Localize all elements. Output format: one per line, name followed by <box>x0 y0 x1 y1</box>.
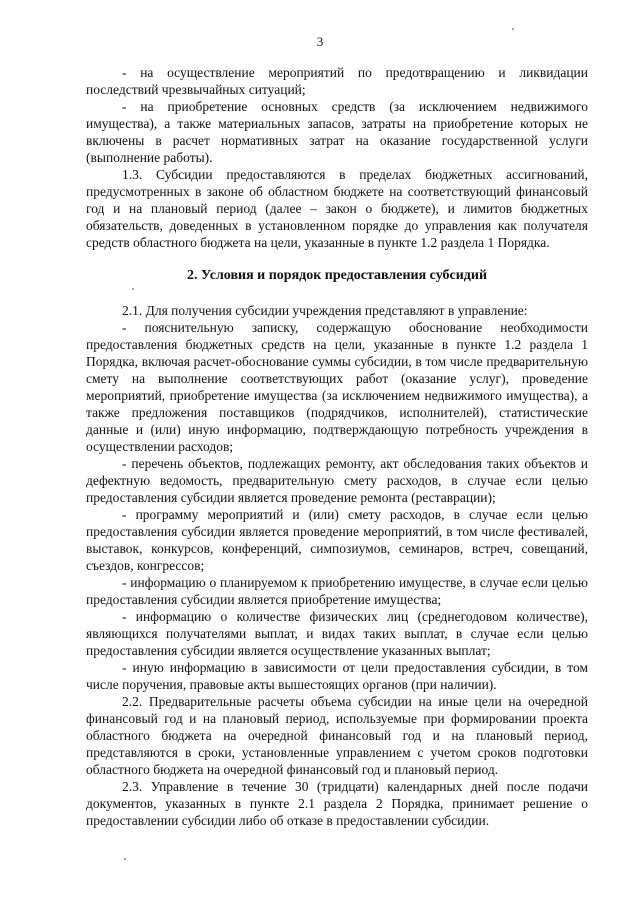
paragraph: - иную информацию в зависимости от цели предоставления субсидии, в том числе поручения, правовые акты вышестоящих органов (при наличии). <box>86 660 588 692</box>
scan-speck <box>132 288 134 290</box>
section-heading: 2. Условия и порядок предоставления субсидий <box>186 268 488 283</box>
paragraph: - информацию о количестве физических лиц (среднегодовом количестве), являющихся получателями выплат, и видах таких выплат, в случае если целью предоставления субсидии является осуществление указанных выплат; <box>86 609 588 658</box>
paragraph: - на приобретение основных средств (за исключением недвижимого имущества), а также материальных запасов, затраты на приобретение которых не включены в расчет нормативных затрат на оказание государственной услуги (выполнение работы). <box>86 99 588 165</box>
paragraph: - перечень объектов, подлежащих ремонту, акт обследования таких объектов и дефектную ведомость, предварительную смету расходов, в случае если целью предоставления субсидии является проведение ремонта (реставрации); <box>86 456 588 505</box>
paragraph: 1.3. Субсидии предоставляются в пределах бюджетных ассигнований, предусмотренных в законе об областном бюджете на соответствующий финансовый год и на плановый период (далее – закон о бюджете), и лимитов бюджетных обязательств, доведенных в установленном порядке до управления как получателя средств областного бюджета на цели, указанные в пункте 1.2 раздела 1 Порядка. <box>86 167 588 250</box>
paragraph: 2.2. Предварительные расчеты объема субсидии на иные цели на очередной финансовый год и на плановый период, используемые при формировании проекта областного бюджета на очередной финансовый год и на плановый период, представляются в сроки, установленные управлением с учетом сроков подготовки областного бюджета на очередной финансовый год и плановый период. <box>86 694 588 777</box>
paragraph: - пояснительную записку, содержащую обоснование необходимости предоставления бюджетных средств на цели, указанные в пункте 1.2 раздела 1 Порядка, включая расчет-обоснование суммы субсидии, в том числе предварительную смету на выполнение соответствующих работ (оказание услуг), проведение мероприятий, приобретение имущества (за исключением недвижимого имущества), а также предложения поставщиков (подрядчиков, исполнителей), статистические данные и (или) иную информацию, подтверждающую потребность учреждения в осуществлении расходов; <box>86 320 588 454</box>
document-body <box>86 64 588 829</box>
scan-speck <box>512 28 514 30</box>
paragraph: - на осуществление мероприятий по предотвращению и ликвидации последствий чрезвычайных ситуаций; <box>86 65 588 97</box>
scan-speck <box>124 858 126 860</box>
page-number: 3 <box>316 34 324 49</box>
paragraph: - программу мероприятий и (или) смету расходов, в случае если целью предоставления субсидии является проведение мероприятий, в том числе фестивалей, выставок, конкурсов, конференций, симпозиумов, семинаров, встреч, совещаний, съездов, конгрессов; <box>86 507 588 573</box>
paragraph: 2.3. Управление в течение 30 (тридцати) календарных дней после подачи документов, указанных в пункте 2.1 раздела 2 Порядка, принимает решение о предоставлении субсидии либо об отказе в предоставлении субсидии. <box>86 779 588 828</box>
paragraph: - информацию о планируемом к приобретению имуществе, в случае если целью предоставления субсидии является приобретение имущества; <box>86 575 588 607</box>
paragraph: 2.1. Для получения субсидии учреждения представляют в управление: <box>122 303 528 318</box>
